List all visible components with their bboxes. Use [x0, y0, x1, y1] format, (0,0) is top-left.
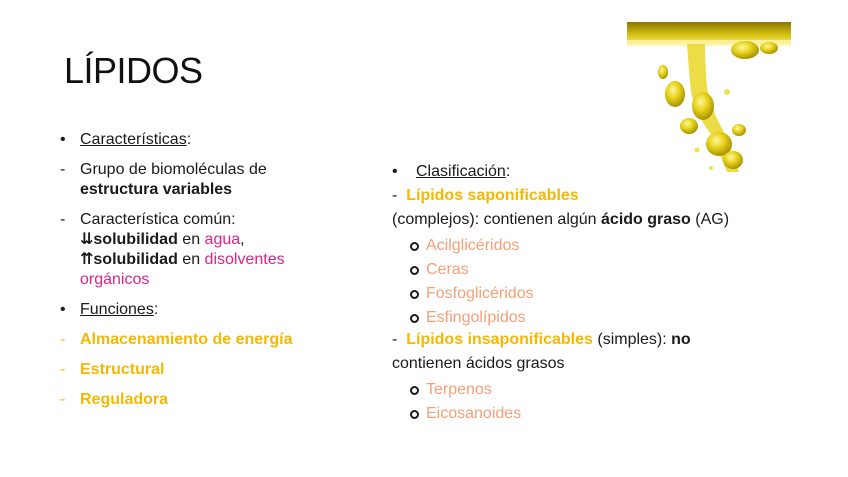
saponificables-desc: (complejos): contienen algún ácido graso (AG) — [392, 211, 730, 228]
list-item: Ceras — [392, 258, 812, 282]
funciones-heading: • Funciones: — [60, 301, 159, 318]
circle-bullet-icon — [410, 242, 419, 251]
funcion-item: - Estructural — [60, 361, 165, 378]
circle-bullet-icon — [410, 314, 419, 323]
arrow-down-icon: ⇊ — [80, 231, 94, 248]
list-item: Eicosanoides — [392, 402, 812, 426]
insaponificables-desc: contienen ácidos grasos — [392, 355, 565, 372]
list-item: Esfingolípidos — [392, 306, 812, 330]
clasificacion-heading: • Clasificación: — [392, 163, 511, 180]
caracteristica-item-2: - Característica común: ⇊solubilidad en agua, ⇈solubilidad en disolventes orgánicos — [60, 211, 285, 288]
left-column — [60, 130, 360, 410]
circle-bullet-icon — [410, 290, 419, 299]
oil-drops-image — [627, 22, 791, 180]
funcion-item: - Reguladora — [60, 391, 169, 408]
circle-bullet-icon — [410, 410, 419, 419]
list-item: Acilglicéridos — [392, 234, 812, 258]
list-item: Terpenos — [392, 378, 812, 402]
saponificables-title: - Lípidos saponificables — [392, 187, 579, 204]
list-item: Fosfoglicéridos — [392, 282, 812, 306]
caracteristica-item-1: - Grupo de biomoléculas de estructura variables — [60, 161, 267, 198]
circle-bullet-icon — [410, 266, 419, 275]
circle-bullet-icon — [410, 386, 419, 395]
caracteristicas-label: Características — [80, 131, 187, 148]
slide-title: LÍPIDOS — [64, 50, 203, 91]
caracteristicas-heading: • Características: — [60, 131, 192, 148]
bullet: • — [60, 131, 66, 148]
funcion-item: - Almacenamiento de energía — [60, 331, 293, 348]
insaponificables-title: - Lípidos insaponificables (simples): no — [392, 331, 691, 348]
right-column — [392, 162, 812, 426]
arrow-up-icon: ⇈ — [80, 251, 94, 268]
